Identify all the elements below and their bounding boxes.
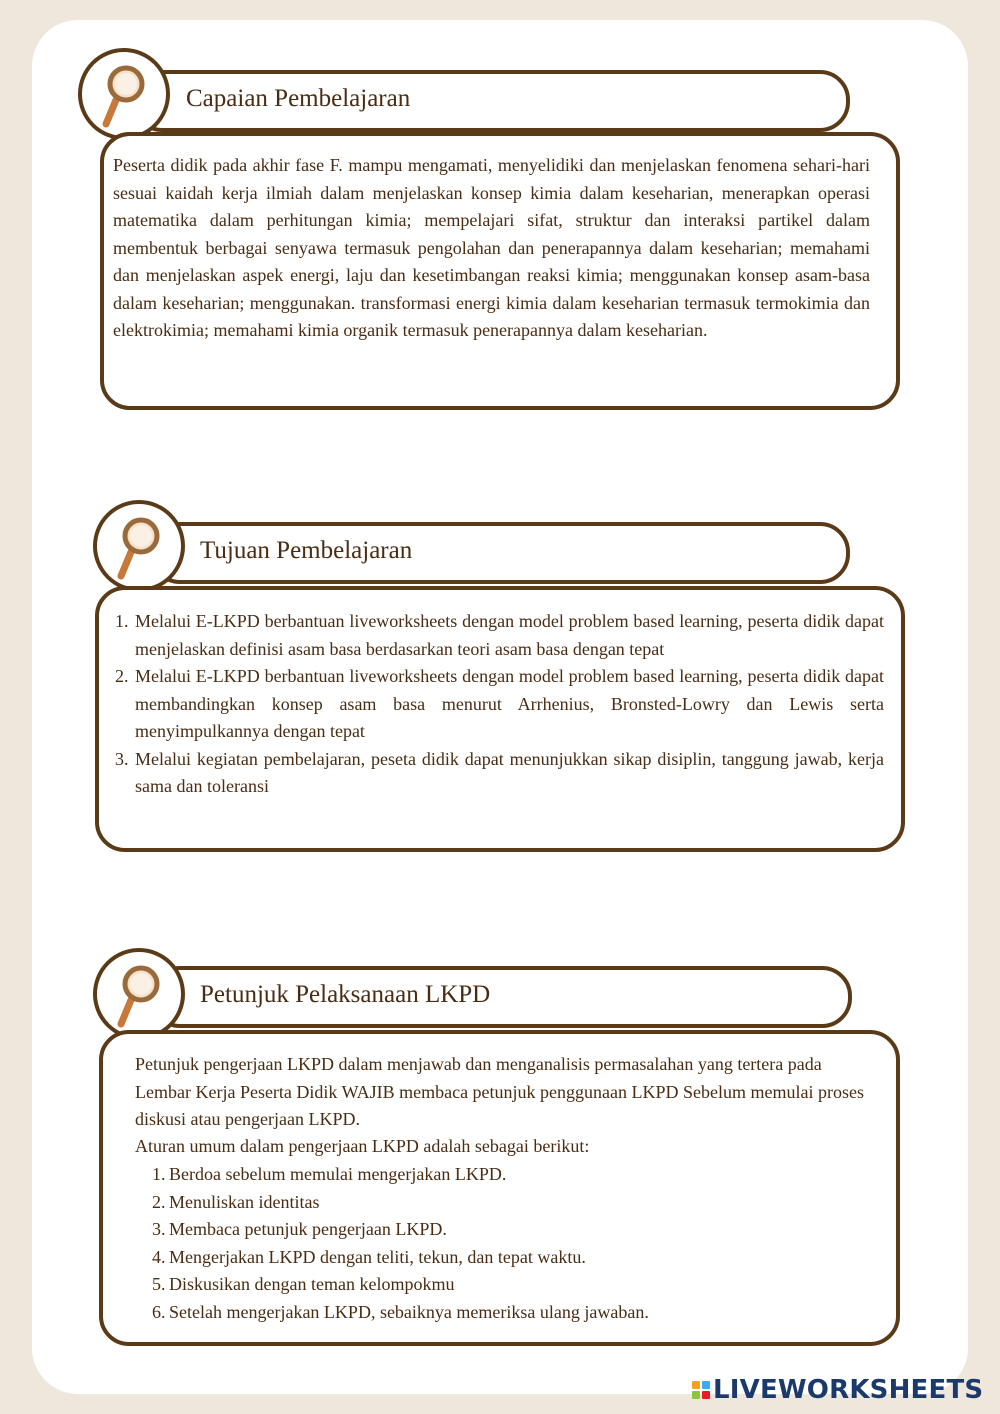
liveworksheets-brand[interactable] bbox=[692, 1374, 983, 1406]
list-item-text: Mengerjakan LKPD dengan teliti, tekun, dan tepat waktu. bbox=[169, 1246, 586, 1267]
magnifier-icon bbox=[97, 952, 181, 1036]
tujuan-title: Tujuan Pembelajaran bbox=[200, 537, 413, 564]
petunjuk-rules-list bbox=[152, 1161, 649, 1326]
petunjuk-intro: Petunjuk pengerjaan LKPD dalam menjawab dan menganalisis permasalahan yang tertera pada Lembar Kerja Peserta Didik WAJIB membaca petunjuk penggunaan LKPD Sebelum memulai proses diskusi atau pengerjaan LKPD. bbox=[135, 1054, 864, 1129]
liveworksheets-logo-icon bbox=[692, 1381, 710, 1399]
logo-square bbox=[692, 1381, 700, 1389]
list-item-number: 1. bbox=[152, 1164, 166, 1184]
magnifier-icon bbox=[97, 504, 181, 588]
capaian-title: Capaian Pembelajaran bbox=[186, 85, 411, 112]
list-item-text: Membaca petunjuk pengerjaan LKPD. bbox=[169, 1219, 447, 1239]
list-item-number: 5. bbox=[152, 1274, 166, 1294]
petunjuk-rules-intro: Aturan umum dalam pengerjaan LKPD adalah sebagai berikut: bbox=[135, 1136, 590, 1156]
logo-square bbox=[702, 1391, 710, 1399]
list-item bbox=[152, 1216, 649, 1244]
list-item bbox=[115, 608, 884, 663]
list-item-number: 6. bbox=[152, 1301, 166, 1322]
logo-square bbox=[702, 1381, 710, 1389]
tujuan-icon-circle bbox=[93, 500, 185, 592]
petunjuk-icon-circle bbox=[93, 948, 185, 1040]
list-item-text: Berdoa sebelum memulai mengerjakan LKPD. bbox=[169, 1164, 507, 1184]
list-item-text: Menuliskan identitas bbox=[169, 1191, 320, 1212]
magnifier-icon bbox=[82, 52, 166, 136]
logo-square bbox=[692, 1391, 700, 1399]
capaian-text: Peserta didik pada akhir fase F. mampu mengamati, menyelidiki dan menjelaskan fenomena sehari-hari sesuai kaidah kerja ilmiah dalam menjelaskan konsep kimia dalam keseharian, menerapkan operasi matematika dalam perhitungan kimia; mempelajari sifat, struktur dan interaksi partikel dalam membentuk berbagai senyawa termasuk pengolahan dan penerapannya dalam keseharian; memahami dan menjelaskan aspek energi, laju dan kesetimbangan reaksi kimia; menggunakan konsep asam-basa dalam keseharian; menggunakan. transformasi energi kimia dalam keseharian termasuk termokimia dan elektrokimia; memahami kimia organik termasuk penerapannya dalam keseharian. bbox=[113, 155, 870, 340]
list-item-number: 4. bbox=[152, 1246, 166, 1267]
list-item-text: Melalui kegiatan pembelajaran, peseta didik dapat menunjukkan sikap disiplin, tanggung jawab, kerja sama dan toleransi bbox=[135, 748, 884, 796]
list-item-number: 3. bbox=[115, 748, 129, 769]
list-item bbox=[115, 746, 884, 801]
capaian-icon-circle bbox=[78, 48, 170, 140]
list-item bbox=[115, 663, 884, 746]
list-item-text: Setelah mengerjakan LKPD, sebaiknya memeriksa ulang jawaban. bbox=[169, 1301, 649, 1322]
list-item-text: Diskusikan dengan teman kelompokmu bbox=[169, 1274, 455, 1294]
list-item bbox=[152, 1161, 649, 1189]
list-item-text: Melalui E-LKPD berbantuan liveworksheets dengan model problem based learning, peserta didik dapat menjelaskan definisi asam basa berdasarkan teori asam basa dengan tepat bbox=[135, 611, 884, 659]
list-item bbox=[152, 1244, 649, 1272]
tujuan-list bbox=[115, 608, 884, 801]
list-item bbox=[152, 1271, 649, 1299]
list-item-number: 1. bbox=[115, 611, 129, 631]
list-item bbox=[152, 1299, 649, 1327]
brand-text: LIVEWORKSHEETS bbox=[713, 1375, 984, 1405]
list-item-number: 2. bbox=[115, 666, 129, 686]
petunjuk-title: Petunjuk Pelaksanaan LKPD bbox=[200, 981, 491, 1008]
list-item-number: 2. bbox=[152, 1191, 166, 1212]
list-item bbox=[152, 1189, 649, 1217]
list-item-text: Melalui E-LKPD berbantuan liveworksheets dengan model problem based learning, peserta didik dapat membandingkan konsep asam basa menurut Arrhenius, Bronsted-Lowry dan Lewis serta menyimpulkannya dengan tepat bbox=[135, 666, 884, 741]
list-item-number: 3. bbox=[152, 1219, 166, 1239]
